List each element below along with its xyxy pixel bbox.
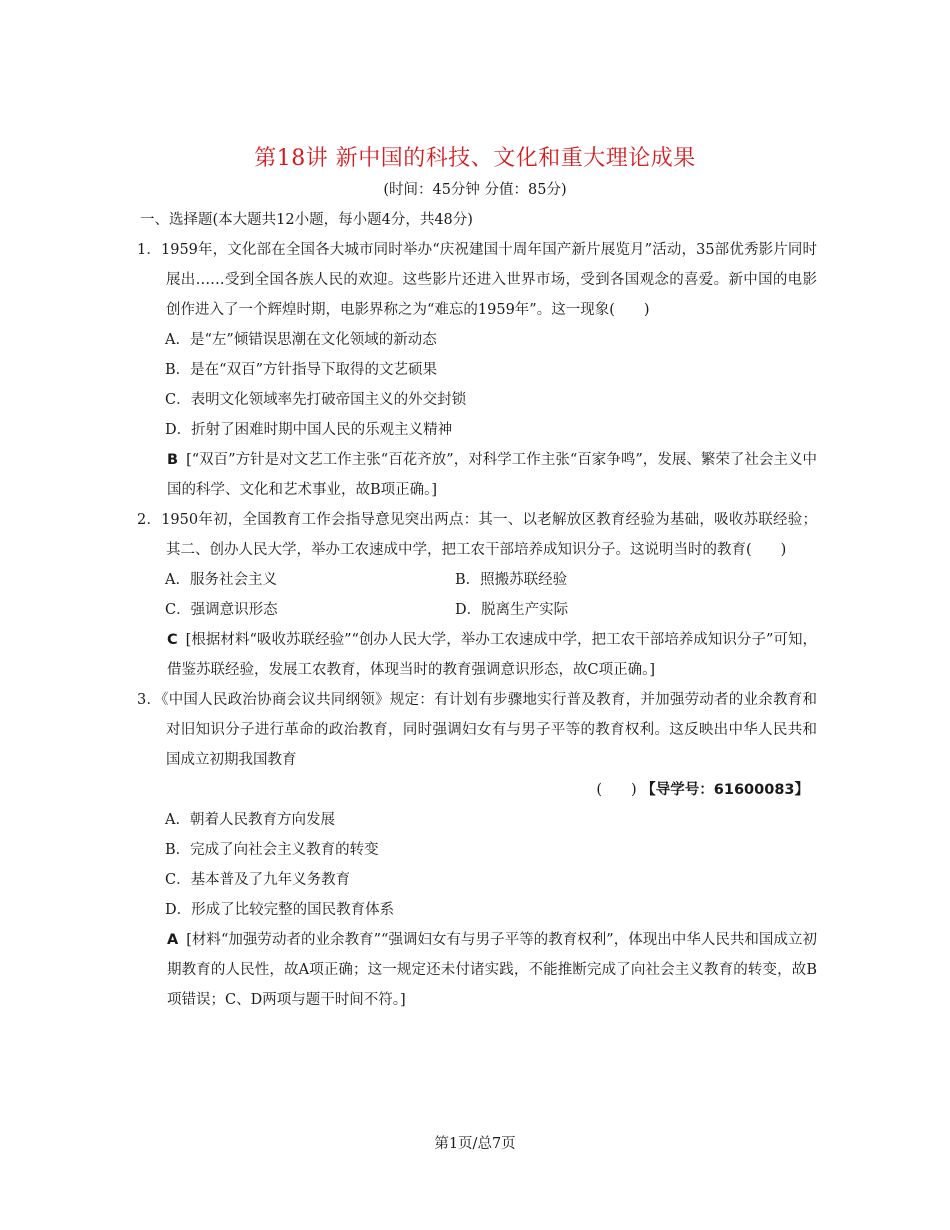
options-grid (137, 565, 817, 625)
option-c: C．表明文化领域率先打破帝国主义的外交封锁 (165, 392, 467, 408)
option-c: C．强调意识形态 (165, 602, 278, 618)
question-stem: 1．1959年，文化部在全国各大城市同时举办“庆祝建国十周年国产新片展览月”活动，35部优秀影片同时展出……受到全国各族人民的欢迎。这些影片还进入世界市场，受到各国观念的喜爱。新中国的电影创作进入了一个辉煌时期，电影界称之为“难忘的1959年”。这一现象( ) (137, 242, 817, 318)
answer-blank: ( ) (596, 782, 637, 798)
reference-line (137, 775, 817, 805)
question-1 (137, 235, 817, 505)
reference-number: 【导学号：61600083】 (641, 782, 809, 798)
question-stem: 3．《中国人民政治协商会议共同纲领》规定：有计划有步骤地实行普及教育，并加强劳动者的业余教育和对旧知识分子进行革命的政治教育，同时强调妇女有与男子平等的教育权利。这反映出中华人民共和国成立初期我国教育 (137, 692, 817, 768)
answer-text: [根据材料“吸收苏联经验”“创办人民大学，举办工农速成中学，把工农干部培养成知识分子”可知，借鉴苏联经验，发展工农教育，体现当时的教育强调意识形态，故C项正确。] (167, 632, 817, 678)
option-c: C．基本普及了九年义务教育 (165, 872, 351, 888)
option-d: D．形成了比较完整的国民教育体系 (165, 902, 395, 918)
page-footer: 第1页/总7页 (434, 1136, 516, 1152)
option-b: B．完成了向社会主义教育的转变 (165, 842, 379, 858)
question-2 (137, 505, 817, 685)
option-b: B．照搬苏联经验 (455, 572, 568, 588)
answer-explanation (137, 925, 817, 1015)
answer-explanation (137, 445, 817, 505)
option-d: D．折射了困难时期中国人民的乐观主义精神 (165, 422, 453, 438)
answer-explanation (137, 625, 817, 685)
content-body (137, 205, 817, 1015)
question-3 (137, 685, 817, 1015)
page-title: 第18讲 新中国的科技、文化和重大理论成果 (254, 146, 696, 171)
answer-letter: B (167, 452, 179, 468)
option-d: D．脱离生产实际 (455, 602, 569, 618)
answer-letter: C (167, 632, 178, 648)
exam-info: (时间：45分钟 分值：85分) (383, 182, 567, 198)
section-heading: 一、选择题(本大题共12小题，每小题4分，共48分) (140, 212, 473, 228)
answer-text: [“双百”方针是对文艺工作主张“百花齐放”，对科学工作主张“百家争鸣”，发展、繁荣了社会主义中国的科学、文化和艺术事业，故B项正确。] (167, 452, 817, 498)
answer-text: [材料“加强劳动者的业余教育”“强调妇女有与男子平等的教育权利”，体现出中华人民共和国成立初期教育的人民性，故A项正确；这一规定还未付诸实践，不能推断完成了向社会主义教育的转变，故B项错误；C、D两项与题干时间不符。] (167, 932, 817, 1008)
option-a: A．服务社会主义 (165, 572, 277, 588)
option-a: A．是“左”倾错误思潮在文化领域的新动态 (165, 332, 437, 348)
option-a: A．朝着人民教育方向发展 (165, 812, 335, 828)
question-stem: 2．1950年初，全国教育工作会指导意见突出两点：其一、以老解放区教育经验为基础，吸收苏联经验；其二、创办人民大学，举办工农速成中学，把工农干部培养成知识分子。这说明当时的教育( ) (137, 512, 817, 558)
answer-letter: A (167, 932, 179, 948)
option-b: B．是在“双百”方针指导下取得的文艺硕果 (165, 362, 437, 378)
